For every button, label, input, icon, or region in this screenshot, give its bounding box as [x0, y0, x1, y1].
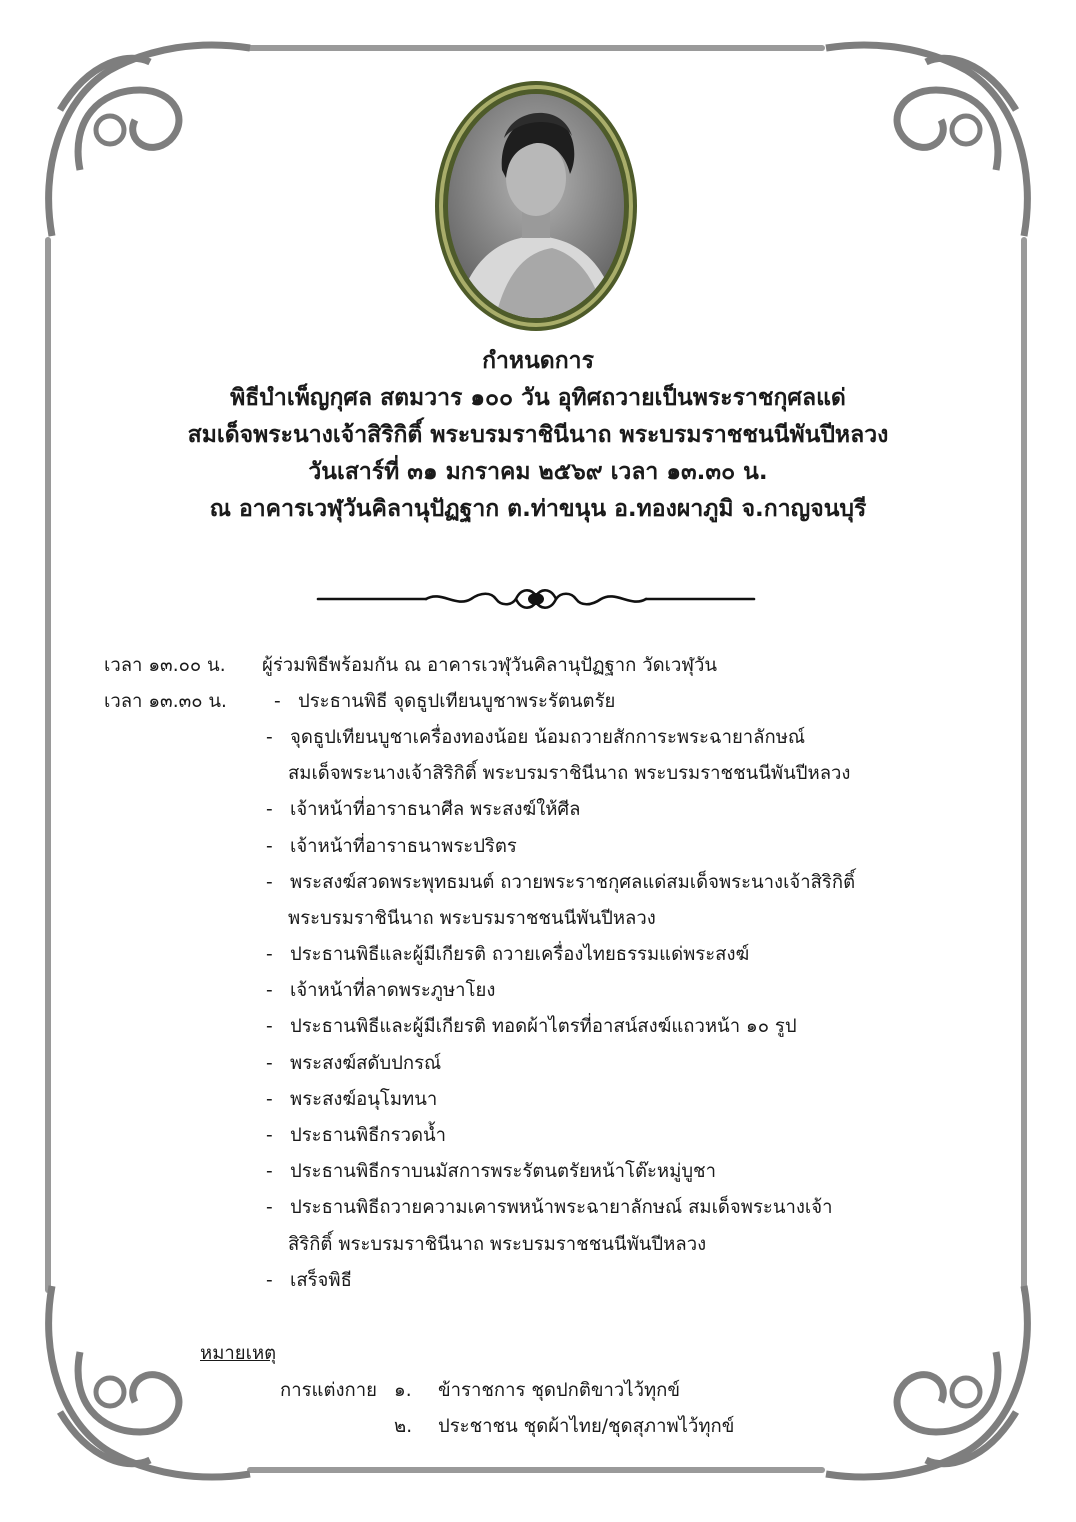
heading-line: สมเด็จพระนางเจ้าสิริกิติ์ พระบรมราชินีนาถ พระบรมราชชนนีพันปีหลวง [187, 422, 889, 448]
bullet-dash: - [266, 835, 273, 857]
schedule-row [104, 864, 964, 900]
bullet-dash: - [266, 1052, 273, 1074]
corner-ornament-icon [49, 45, 250, 236]
schedule-row [104, 1045, 964, 1081]
schedule-text: สิริกิติ์ พระบรมราชินีนาถ พระบรมราชชนนีพันปีหลวง [288, 1233, 707, 1255]
schedule-text: ประธานพิธีกรวดน้ำ [290, 1125, 447, 1147]
schedule-row [104, 1190, 964, 1226]
schedule-list [104, 647, 964, 1298]
heading-line: ณ อาคารเวฬุวันคิลานุปัฏฐาก ต.ท่าขนุน อ.ทองผาภูมิ จ.กาญจนบุรี [209, 496, 867, 522]
schedule-text: สมเด็จพระนางเจ้าสิริกิติ์ พระบรมราชินีนาถ พระบรมราชชนนีพันปีหลวง [288, 763, 851, 785]
schedule-row [104, 792, 964, 828]
schedule-text: เจ้าหน้าที่อาราธนาพระปริตร [290, 835, 517, 857]
schedule-row [104, 828, 964, 864]
heading-block [60, 343, 1016, 528]
remark-title: หมายเหตุ [200, 1343, 277, 1364]
bullet-dash: - [266, 980, 273, 1002]
corner-ornament-icon [826, 1286, 1027, 1477]
remark-section [200, 1336, 276, 1372]
time-label: เวลา ๑๓.๓๐ น. [104, 690, 227, 712]
schedule-text: ประธานพิธีถวายความเคารพหน้าพระฉายาลักษณ์ สมเด็จพระนางเจ้า [290, 1197, 833, 1219]
bullet-dash: - [266, 1269, 273, 1291]
dress-label: การแต่งกาย [280, 1379, 377, 1401]
schedule-row [104, 937, 964, 973]
bullet-dash: - [266, 726, 273, 748]
bullet-dash: - [266, 1197, 273, 1219]
schedule-row [104, 900, 964, 936]
dress-row [280, 1408, 734, 1444]
heading-line: วันเสาร์ที่ ๓๑ มกราคม ๒๕๖๙ เวลา ๑๓.๓๐ น. [308, 459, 768, 485]
dress-text: ประชาชน ชุดผ้าไทย/ชุดสุภาพไว้ทุกข์ [438, 1415, 735, 1437]
schedule-row [104, 1009, 964, 1045]
schedule-text: จุดธูปเทียนบูชาเครื่องทองน้อย น้อมถวายสักการะพระฉายาลักษณ์ [290, 726, 806, 748]
heading-line: พิธีบำเพ็ญกุศล สตมวาร ๑๐๐ วัน อุทิศถวายเป็นพระราชกุศลแด่ [230, 385, 846, 411]
schedule-row [104, 756, 964, 792]
portrait-oval [432, 78, 640, 334]
schedule-row [104, 1154, 964, 1190]
schedule-text: ประธานพิธีและผู้มีเกียรติ ทอดผ้าไตรที่อาสน์สงฆ์แถวหน้า ๑๐ รูป [290, 1016, 797, 1038]
bullet-dash: - [266, 871, 273, 893]
schedule-text: ประธานพิธี จุดธูปเทียนบูชาพระรัตนตรัย [298, 690, 616, 712]
divider-ornament-icon [316, 582, 756, 616]
dress-number: ๒. [394, 1415, 413, 1437]
schedule-text: เจ้าหน้าที่อาราธนาศีล พระสงฆ์ให้ศีล [290, 799, 581, 821]
bullet-dash: - [266, 1016, 273, 1038]
dress-text: ข้าราชการ ชุดปกติขาวไว้ทุกข์ [438, 1379, 681, 1401]
schedule-row [104, 683, 964, 719]
bullet-dash: - [266, 1088, 273, 1110]
schedule-text: เสร็จพิธี [290, 1269, 352, 1291]
dress-row [280, 1372, 734, 1408]
schedule-text: ผู้ร่วมพิธีพร้อมกัน ณ อาคารเวฬุวันคิลานุปัฏฐาก วัดเวฬุวัน [262, 654, 718, 676]
schedule-text: พระสงฆ์สวดพระพุทธมนต์ ถวายพระราชกุศลแด่สมเด็จพระนางเจ้าสิริกิติ์ [290, 871, 856, 893]
schedule-row [104, 1226, 964, 1262]
schedule-text: เจ้าหน้าที่ลาดพระภูษาโยง [290, 980, 496, 1002]
schedule-row [104, 1081, 964, 1117]
bullet-dash: - [266, 1161, 273, 1183]
heading-line: กำหนดการ [482, 348, 594, 374]
schedule-text: พระบรมราชินีนาถ พระบรมราชชนนีพันปีหลวง [288, 907, 656, 929]
schedule-text: ประธานพิธีกราบนมัสการพระรัตนตรัยหน้าโต๊ะหมู่บูชา [290, 1161, 717, 1183]
schedule-text: พระสงฆ์สดับปกรณ์ [290, 1052, 442, 1074]
bullet-dash: - [266, 1125, 273, 1147]
schedule-row [104, 719, 964, 755]
schedule-text: ประธานพิธีและผู้มีเกียรติ ถวายเครื่องไทยธรรมแด่พระสงฆ์ [290, 944, 750, 966]
schedule-row [104, 647, 964, 683]
bullet-dash: - [266, 799, 273, 821]
schedule-text: พระสงฆ์อนุโมทนา [290, 1088, 438, 1110]
corner-ornament-icon [826, 45, 1027, 236]
dress-code [280, 1372, 734, 1444]
corner-ornament-icon [49, 1286, 250, 1477]
dress-number: ๑. [394, 1379, 412, 1401]
schedule-row [104, 1117, 964, 1153]
bullet-dash: - [274, 690, 281, 712]
schedule-row [104, 973, 964, 1009]
time-label: เวลา ๑๓.๐๐ น. [104, 654, 226, 676]
bullet-dash: - [266, 944, 273, 966]
schedule-row [104, 1262, 964, 1298]
